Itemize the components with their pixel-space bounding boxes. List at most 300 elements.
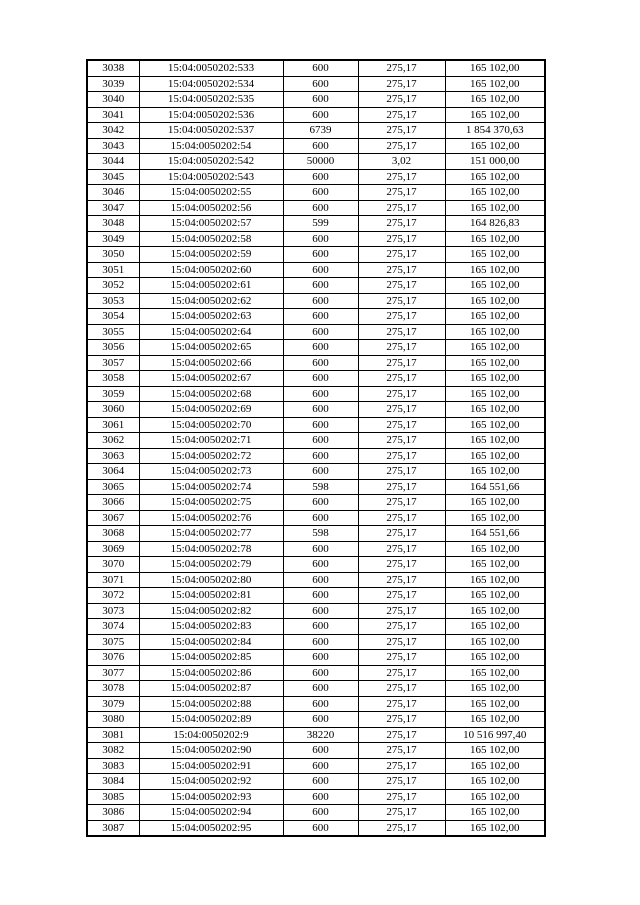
table-row <box>87 634 545 650</box>
cell-value: 164 551,66 <box>445 479 545 495</box>
cell-cadastral-number: 15:04:0050202:94 <box>139 805 283 821</box>
table-row <box>87 743 545 759</box>
table-row <box>87 371 545 387</box>
cell-value: 165 102,00 <box>445 309 545 325</box>
cell-cadastral-number: 15:04:0050202:66 <box>139 355 283 371</box>
cell-cadastral-number: 15:04:0050202:64 <box>139 324 283 340</box>
table-row <box>87 138 545 154</box>
cell-value: 165 102,00 <box>445 510 545 526</box>
cell-rate: 275,17 <box>358 200 445 216</box>
cell-row-number: 3079 <box>87 696 139 712</box>
cell-value: 165 102,00 <box>445 495 545 511</box>
cell-rate: 275,17 <box>358 743 445 759</box>
cell-rate: 275,17 <box>358 417 445 433</box>
cell-cadastral-number: 15:04:0050202:67 <box>139 371 283 387</box>
table-row <box>87 262 545 278</box>
cell-row-number: 3068 <box>87 526 139 542</box>
cell-rate: 275,17 <box>358 650 445 666</box>
cell-row-number: 3044 <box>87 154 139 170</box>
cell-rate: 275,17 <box>358 309 445 325</box>
cell-row-number: 3045 <box>87 169 139 185</box>
table-row <box>87 324 545 340</box>
cell-area: 600 <box>283 541 358 557</box>
cell-value: 165 102,00 <box>445 402 545 418</box>
cell-cadastral-number: 15:04:0050202:86 <box>139 665 283 681</box>
cell-area: 600 <box>283 309 358 325</box>
cell-area: 600 <box>283 92 358 108</box>
cell-rate: 275,17 <box>358 696 445 712</box>
cell-rate: 275,17 <box>358 386 445 402</box>
cell-cadastral-number: 15:04:0050202:56 <box>139 200 283 216</box>
cell-rate: 275,17 <box>358 541 445 557</box>
cell-row-number: 3051 <box>87 262 139 278</box>
cell-row-number: 3086 <box>87 805 139 821</box>
cell-area: 600 <box>283 665 358 681</box>
cell-value: 165 102,00 <box>445 107 545 123</box>
cell-rate: 275,17 <box>358 758 445 774</box>
cell-rate: 275,17 <box>358 603 445 619</box>
cell-row-number: 3078 <box>87 681 139 697</box>
cell-rate: 275,17 <box>358 60 445 76</box>
cell-area: 600 <box>283 572 358 588</box>
cell-value: 165 102,00 <box>445 743 545 759</box>
cell-cadastral-number: 15:04:0050202:90 <box>139 743 283 759</box>
cell-rate: 275,17 <box>358 340 445 356</box>
cell-area: 600 <box>283 293 358 309</box>
cell-value: 165 102,00 <box>445 138 545 154</box>
cell-cadastral-number: 15:04:0050202:84 <box>139 634 283 650</box>
cell-area: 600 <box>283 758 358 774</box>
cell-area: 600 <box>283 340 358 356</box>
cell-row-number: 3073 <box>87 603 139 619</box>
table-row <box>87 309 545 325</box>
cell-value: 165 102,00 <box>445 278 545 294</box>
table-row <box>87 448 545 464</box>
cell-area: 600 <box>283 805 358 821</box>
cell-row-number: 3085 <box>87 789 139 805</box>
cell-rate: 275,17 <box>358 185 445 201</box>
cell-value: 165 102,00 <box>445 541 545 557</box>
cell-area: 598 <box>283 526 358 542</box>
cell-rate: 275,17 <box>358 433 445 449</box>
cell-value: 165 102,00 <box>445 76 545 92</box>
cell-area: 600 <box>283 185 358 201</box>
cell-area: 600 <box>283 417 358 433</box>
cell-cadastral-number: 15:04:0050202:537 <box>139 123 283 139</box>
cell-cadastral-number: 15:04:0050202:77 <box>139 526 283 542</box>
cell-cadastral-number: 15:04:0050202:91 <box>139 758 283 774</box>
cell-cadastral-number: 15:04:0050202:93 <box>139 789 283 805</box>
cell-cadastral-number: 15:04:0050202:74 <box>139 479 283 495</box>
cell-value: 165 102,00 <box>445 324 545 340</box>
cell-value: 165 102,00 <box>445 805 545 821</box>
cell-row-number: 3064 <box>87 464 139 480</box>
cell-row-number: 3050 <box>87 247 139 263</box>
cell-area: 600 <box>283 231 358 247</box>
cell-value: 165 102,00 <box>445 572 545 588</box>
cell-cadastral-number: 15:04:0050202:73 <box>139 464 283 480</box>
cell-cadastral-number: 15:04:0050202:88 <box>139 696 283 712</box>
cell-row-number: 3058 <box>87 371 139 387</box>
cell-rate: 275,17 <box>358 123 445 139</box>
table-row <box>87 526 545 542</box>
cell-row-number: 3038 <box>87 60 139 76</box>
cell-cadastral-number: 15:04:0050202:536 <box>139 107 283 123</box>
cell-area: 599 <box>283 216 358 232</box>
cell-rate: 275,17 <box>358 76 445 92</box>
cell-cadastral-number: 15:04:0050202:535 <box>139 92 283 108</box>
cell-row-number: 3056 <box>87 340 139 356</box>
cell-area: 600 <box>283 743 358 759</box>
cell-value: 165 102,00 <box>445 557 545 573</box>
cell-cadastral-number: 15:04:0050202:72 <box>139 448 283 464</box>
cell-cadastral-number: 15:04:0050202:59 <box>139 247 283 263</box>
cell-area: 600 <box>283 603 358 619</box>
cell-rate: 275,17 <box>358 681 445 697</box>
cell-cadastral-number: 15:04:0050202:89 <box>139 712 283 728</box>
cell-rate: 275,17 <box>358 262 445 278</box>
table-row <box>87 495 545 511</box>
cell-row-number: 3049 <box>87 231 139 247</box>
table-row <box>87 696 545 712</box>
parcel-value-table <box>86 59 546 837</box>
cell-row-number: 3063 <box>87 448 139 464</box>
cell-area: 38220 <box>283 727 358 743</box>
table-row <box>87 355 545 371</box>
cell-value: 165 102,00 <box>445 789 545 805</box>
cell-row-number: 3062 <box>87 433 139 449</box>
cell-value: 165 102,00 <box>445 92 545 108</box>
cell-cadastral-number: 15:04:0050202:542 <box>139 154 283 170</box>
cell-rate: 275,17 <box>358 247 445 263</box>
table-row <box>87 681 545 697</box>
cell-row-number: 3060 <box>87 402 139 418</box>
table-row <box>87 603 545 619</box>
cell-rate: 275,17 <box>358 448 445 464</box>
table-row <box>87 278 545 294</box>
cell-cadastral-number: 15:04:0050202:63 <box>139 309 283 325</box>
cell-row-number: 3048 <box>87 216 139 232</box>
cell-value: 165 102,00 <box>445 603 545 619</box>
cell-area: 598 <box>283 479 358 495</box>
table-row <box>87 433 545 449</box>
cell-cadastral-number: 15:04:0050202:81 <box>139 588 283 604</box>
table-row <box>87 557 545 573</box>
cell-rate: 275,17 <box>358 712 445 728</box>
cell-cadastral-number: 15:04:0050202:55 <box>139 185 283 201</box>
cell-area: 600 <box>283 464 358 480</box>
cell-area: 600 <box>283 371 358 387</box>
table-row <box>87 588 545 604</box>
cell-row-number: 3055 <box>87 324 139 340</box>
cell-rate: 275,17 <box>358 805 445 821</box>
cell-cadastral-number: 15:04:0050202:95 <box>139 820 283 836</box>
cell-cadastral-number: 15:04:0050202:80 <box>139 572 283 588</box>
cell-area: 600 <box>283 650 358 666</box>
cell-rate: 275,17 <box>358 572 445 588</box>
table-row <box>87 76 545 92</box>
cell-cadastral-number: 15:04:0050202:534 <box>139 76 283 92</box>
cell-row-number: 3039 <box>87 76 139 92</box>
cell-rate: 275,17 <box>358 138 445 154</box>
cell-row-number: 3041 <box>87 107 139 123</box>
table-row <box>87 200 545 216</box>
cell-rate: 275,17 <box>358 727 445 743</box>
cell-rate: 3,02 <box>358 154 445 170</box>
cell-area: 600 <box>283 138 358 154</box>
cell-cadastral-number: 15:04:0050202:68 <box>139 386 283 402</box>
cell-rate: 275,17 <box>358 510 445 526</box>
cell-value: 165 102,00 <box>445 355 545 371</box>
cell-cadastral-number: 15:04:0050202:9 <box>139 727 283 743</box>
cell-rate: 275,17 <box>358 665 445 681</box>
cell-value: 165 102,00 <box>445 247 545 263</box>
cell-value: 165 102,00 <box>445 386 545 402</box>
table-row <box>87 758 545 774</box>
cell-cadastral-number: 15:04:0050202:57 <box>139 216 283 232</box>
cell-cadastral-number: 15:04:0050202:83 <box>139 619 283 635</box>
cell-cadastral-number: 15:04:0050202:78 <box>139 541 283 557</box>
cell-row-number: 3054 <box>87 309 139 325</box>
cell-area: 600 <box>283 355 358 371</box>
cell-area: 600 <box>283 789 358 805</box>
cell-row-number: 3069 <box>87 541 139 557</box>
cell-rate: 275,17 <box>358 92 445 108</box>
cell-value: 165 102,00 <box>445 758 545 774</box>
cell-row-number: 3057 <box>87 355 139 371</box>
cell-rate: 275,17 <box>358 588 445 604</box>
cell-value: 165 102,00 <box>445 681 545 697</box>
cell-area: 600 <box>283 324 358 340</box>
cell-area: 600 <box>283 712 358 728</box>
cell-rate: 275,17 <box>358 293 445 309</box>
cell-cadastral-number: 15:04:0050202:75 <box>139 495 283 511</box>
table-row <box>87 185 545 201</box>
cell-rate: 275,17 <box>358 557 445 573</box>
cell-value: 165 102,00 <box>445 169 545 185</box>
cell-cadastral-number: 15:04:0050202:76 <box>139 510 283 526</box>
cell-area: 600 <box>283 278 358 294</box>
cell-value: 1 854 370,63 <box>445 123 545 139</box>
cell-rate: 275,17 <box>358 464 445 480</box>
table-row <box>87 464 545 480</box>
table-row <box>87 247 545 263</box>
cell-cadastral-number: 15:04:0050202:87 <box>139 681 283 697</box>
cell-value: 165 102,00 <box>445 340 545 356</box>
cell-rate: 275,17 <box>358 169 445 185</box>
cell-row-number: 3066 <box>87 495 139 511</box>
cell-area: 50000 <box>283 154 358 170</box>
cell-area: 600 <box>283 262 358 278</box>
cell-value: 165 102,00 <box>445 712 545 728</box>
cell-area: 600 <box>283 820 358 836</box>
cell-area: 600 <box>283 510 358 526</box>
table-row <box>87 154 545 170</box>
cell-value: 165 102,00 <box>445 60 545 76</box>
cell-value: 165 102,00 <box>445 231 545 247</box>
cell-area: 600 <box>283 774 358 790</box>
table-row <box>87 805 545 821</box>
cell-row-number: 3077 <box>87 665 139 681</box>
cell-area: 600 <box>283 588 358 604</box>
cell-value: 165 102,00 <box>445 696 545 712</box>
cell-row-number: 3082 <box>87 743 139 759</box>
cell-value: 164 826,83 <box>445 216 545 232</box>
table-row <box>87 386 545 402</box>
cell-cadastral-number: 15:04:0050202:60 <box>139 262 283 278</box>
cell-cadastral-number: 15:04:0050202:71 <box>139 433 283 449</box>
cell-row-number: 3047 <box>87 200 139 216</box>
cell-row-number: 3081 <box>87 727 139 743</box>
cell-value: 165 102,00 <box>445 262 545 278</box>
cell-area: 600 <box>283 107 358 123</box>
cell-rate: 275,17 <box>358 231 445 247</box>
cell-row-number: 3065 <box>87 479 139 495</box>
cell-value: 165 102,00 <box>445 774 545 790</box>
table-row <box>87 123 545 139</box>
cell-row-number: 3083 <box>87 758 139 774</box>
cell-cadastral-number: 15:04:0050202:70 <box>139 417 283 433</box>
table-body <box>87 60 545 836</box>
cell-row-number: 3040 <box>87 92 139 108</box>
cell-cadastral-number: 15:04:0050202:79 <box>139 557 283 573</box>
table-row <box>87 665 545 681</box>
cell-value: 151 000,00 <box>445 154 545 170</box>
cell-rate: 275,17 <box>358 324 445 340</box>
cell-area: 600 <box>283 76 358 92</box>
cell-cadastral-number: 15:04:0050202:533 <box>139 60 283 76</box>
table-row <box>87 479 545 495</box>
cell-row-number: 3052 <box>87 278 139 294</box>
cell-area: 600 <box>283 433 358 449</box>
cell-value: 165 102,00 <box>445 433 545 449</box>
table-row <box>87 107 545 123</box>
cell-rate: 275,17 <box>358 774 445 790</box>
cell-value: 165 102,00 <box>445 588 545 604</box>
cell-rate: 275,17 <box>358 789 445 805</box>
cell-rate: 275,17 <box>358 820 445 836</box>
cell-rate: 275,17 <box>358 526 445 542</box>
cell-cadastral-number: 15:04:0050202:69 <box>139 402 283 418</box>
cell-area: 600 <box>283 169 358 185</box>
cell-rate: 275,17 <box>358 107 445 123</box>
table-row <box>87 92 545 108</box>
cell-rate: 275,17 <box>358 355 445 371</box>
table-row <box>87 572 545 588</box>
cell-area: 6739 <box>283 123 358 139</box>
cell-cadastral-number: 15:04:0050202:58 <box>139 231 283 247</box>
cell-area: 600 <box>283 619 358 635</box>
table-row <box>87 820 545 836</box>
cell-rate: 275,17 <box>358 619 445 635</box>
table-row <box>87 619 545 635</box>
cell-value: 165 102,00 <box>445 200 545 216</box>
cell-area: 600 <box>283 681 358 697</box>
cell-row-number: 3070 <box>87 557 139 573</box>
cell-area: 600 <box>283 200 358 216</box>
cell-row-number: 3087 <box>87 820 139 836</box>
cell-value: 10 516 997,40 <box>445 727 545 743</box>
cell-row-number: 3084 <box>87 774 139 790</box>
cell-rate: 275,17 <box>358 634 445 650</box>
table-row <box>87 789 545 805</box>
cell-value: 165 102,00 <box>445 634 545 650</box>
cell-value: 165 102,00 <box>445 185 545 201</box>
table-row <box>87 169 545 185</box>
cell-cadastral-number: 15:04:0050202:61 <box>139 278 283 294</box>
cell-area: 600 <box>283 386 358 402</box>
table-row <box>87 727 545 743</box>
cell-rate: 275,17 <box>358 479 445 495</box>
cell-row-number: 3061 <box>87 417 139 433</box>
cell-value: 165 102,00 <box>445 619 545 635</box>
cell-area: 600 <box>283 495 358 511</box>
cell-rate: 275,17 <box>358 402 445 418</box>
cell-area: 600 <box>283 60 358 76</box>
cell-value: 165 102,00 <box>445 650 545 666</box>
table-row <box>87 293 545 309</box>
table-row <box>87 650 545 666</box>
cell-rate: 275,17 <box>358 495 445 511</box>
cell-value: 165 102,00 <box>445 448 545 464</box>
table-row <box>87 216 545 232</box>
cell-cadastral-number: 15:04:0050202:92 <box>139 774 283 790</box>
cell-cadastral-number: 15:04:0050202:85 <box>139 650 283 666</box>
cell-area: 600 <box>283 696 358 712</box>
cell-row-number: 3075 <box>87 634 139 650</box>
cell-value: 165 102,00 <box>445 665 545 681</box>
cell-value: 164 551,66 <box>445 526 545 542</box>
cell-value: 165 102,00 <box>445 417 545 433</box>
cell-row-number: 3074 <box>87 619 139 635</box>
cell-area: 600 <box>283 247 358 263</box>
cell-row-number: 3059 <box>87 386 139 402</box>
cell-area: 600 <box>283 402 358 418</box>
table-row <box>87 541 545 557</box>
table-row <box>87 774 545 790</box>
cell-cadastral-number: 15:04:0050202:543 <box>139 169 283 185</box>
cell-row-number: 3046 <box>87 185 139 201</box>
cell-cadastral-number: 15:04:0050202:65 <box>139 340 283 356</box>
cell-value: 165 102,00 <box>445 371 545 387</box>
cell-row-number: 3053 <box>87 293 139 309</box>
cell-area: 600 <box>283 557 358 573</box>
table-row <box>87 340 545 356</box>
cell-rate: 275,17 <box>358 371 445 387</box>
table-row <box>87 231 545 247</box>
cell-rate: 275,17 <box>358 278 445 294</box>
cell-area: 600 <box>283 448 358 464</box>
cell-rate: 275,17 <box>358 216 445 232</box>
table-row <box>87 60 545 76</box>
cell-row-number: 3076 <box>87 650 139 666</box>
cell-row-number: 3072 <box>87 588 139 604</box>
cell-row-number: 3043 <box>87 138 139 154</box>
table-row <box>87 712 545 728</box>
table-row <box>87 510 545 526</box>
cell-row-number: 3067 <box>87 510 139 526</box>
cell-row-number: 3042 <box>87 123 139 139</box>
cell-value: 165 102,00 <box>445 464 545 480</box>
cell-row-number: 3071 <box>87 572 139 588</box>
cell-cadastral-number: 15:04:0050202:82 <box>139 603 283 619</box>
table-row <box>87 402 545 418</box>
cell-cadastral-number: 15:04:0050202:54 <box>139 138 283 154</box>
table-row <box>87 417 545 433</box>
cell-value: 165 102,00 <box>445 293 545 309</box>
cell-cadastral-number: 15:04:0050202:62 <box>139 293 283 309</box>
cell-value: 165 102,00 <box>445 820 545 836</box>
